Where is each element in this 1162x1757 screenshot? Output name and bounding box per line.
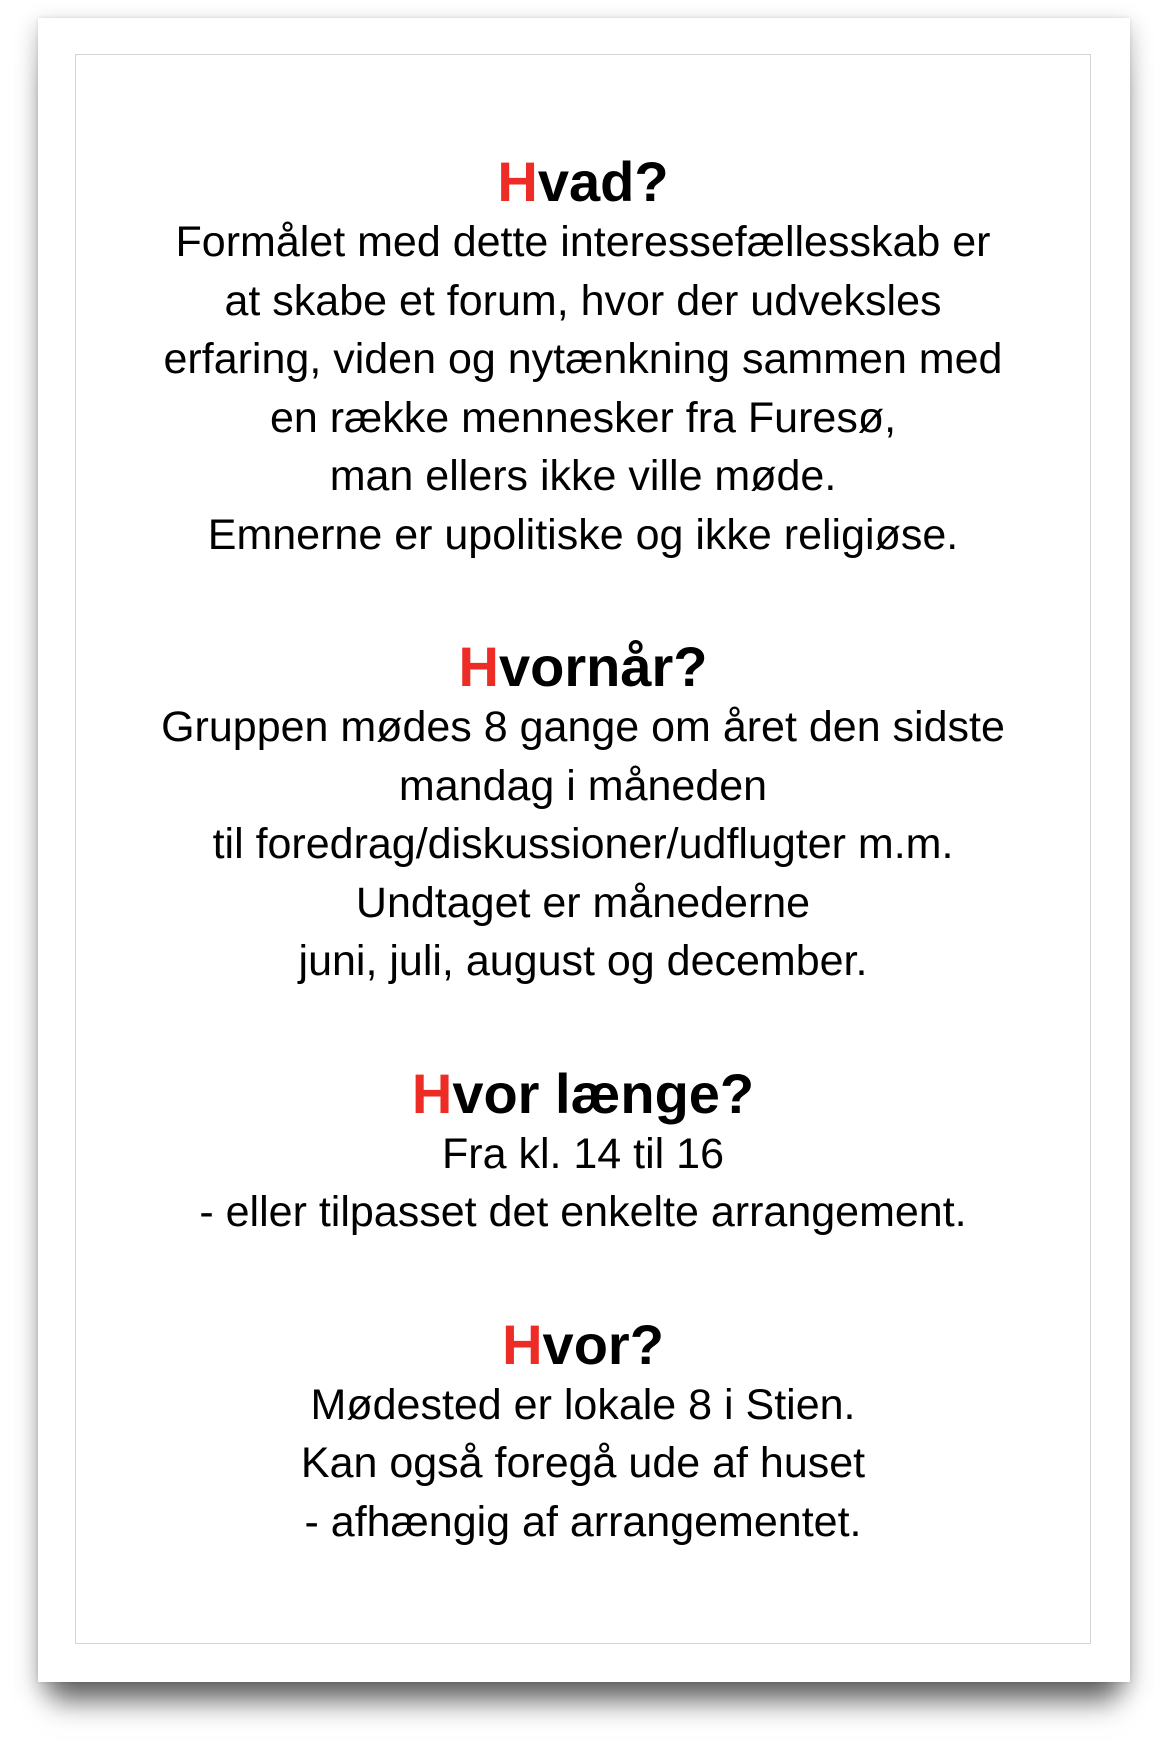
section-heading <box>76 1314 1090 1376</box>
body-line: Fra kl. 14 til 16 <box>442 1129 724 1178</box>
section-hvor-laenge <box>76 1063 1090 1242</box>
body-line: Emnerne er upolitiske og ikke religiøse. <box>207 510 959 559</box>
section-hvad <box>76 151 1090 564</box>
body-line: Undtaget er månederne <box>355 878 811 927</box>
section-heading <box>76 1063 1090 1125</box>
heading-rest: vornår? <box>498 635 708 698</box>
body-line: - afhængig af arrangementet. <box>304 1497 862 1546</box>
body-line: til foredrag/diskussioner/udflugter m.m. <box>212 820 954 868</box>
body-line: erfaring, viden og nytænkning sammen med <box>163 335 1003 383</box>
body-line: mandag i måneden <box>398 761 768 810</box>
body-line: Mødested er lokale 8 i Stien. <box>310 1380 856 1429</box>
info-card <box>38 18 1130 1682</box>
heading-rest: vad? <box>537 150 669 213</box>
heading-initial: H <box>458 635 499 698</box>
body-line: Gruppen mødes 8 gange om året den sidste <box>161 703 1005 751</box>
section-heading <box>76 151 1090 213</box>
body-line: Kan også foregå ude af huset <box>300 1439 866 1487</box>
body-line: en række mennesker fra Furesø, <box>269 393 897 442</box>
card-content <box>76 151 1090 1623</box>
card-frame <box>75 54 1091 1644</box>
section-hvor <box>76 1314 1090 1552</box>
body-line: man ellers ikke ville møde. <box>329 452 837 500</box>
body-line: juni, juli, august og december. <box>298 937 868 985</box>
heading-initial: H <box>497 150 538 213</box>
heading-initial: H <box>411 1061 453 1125</box>
body-line: at skabe et forum, hvor der udveksles <box>224 276 942 325</box>
heading-initial: H <box>502 1312 543 1376</box>
section-hvornaar <box>76 636 1090 991</box>
heading-rest: vor længe? <box>452 1061 755 1125</box>
section-heading <box>76 636 1090 698</box>
body-line: Formålet med dette interessefællesskab er <box>175 218 991 266</box>
body-line: - eller tilpasset det enkelte arrangement. <box>199 1188 967 1236</box>
heading-rest: vor? <box>542 1312 664 1376</box>
